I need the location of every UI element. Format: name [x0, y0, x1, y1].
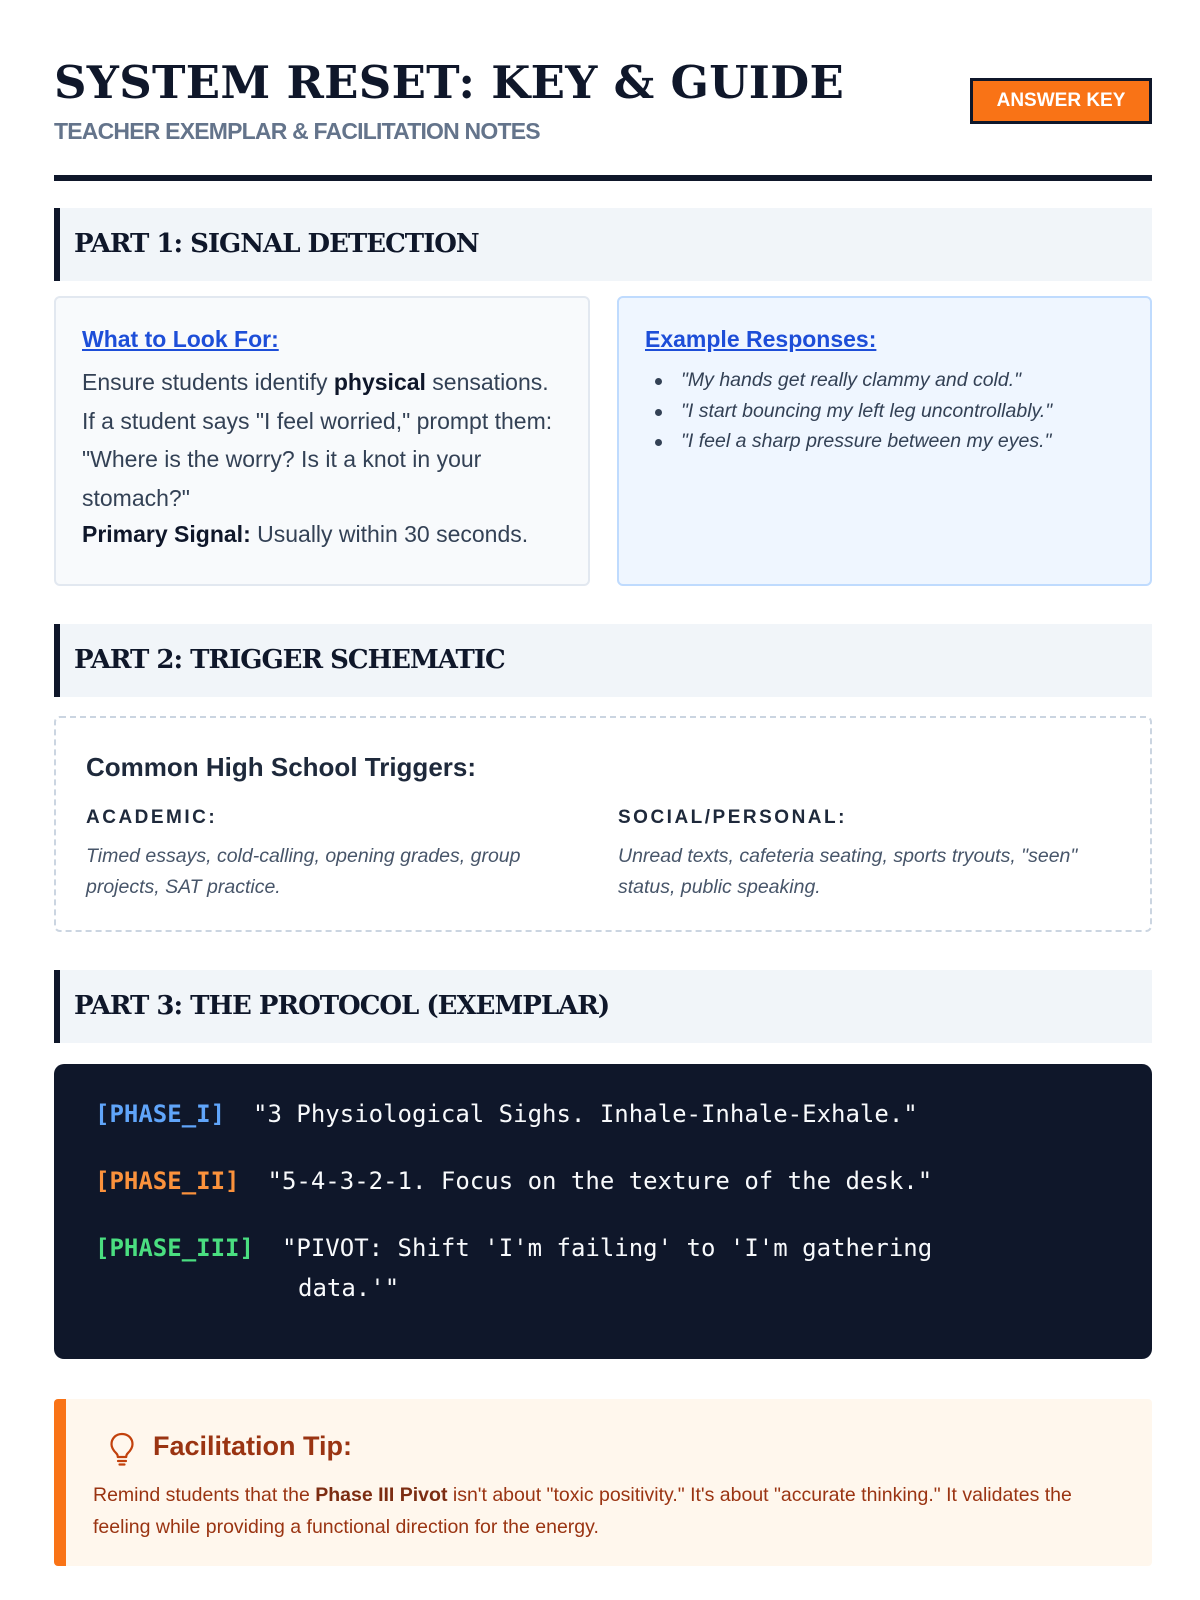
header-divider [54, 175, 1152, 181]
triggers-heading: Common High School Triggers: [86, 752, 477, 782]
look-for-heading: What to Look For: [82, 326, 279, 352]
page-subtitle: TEACHER EXEMPLAR & FACILITATION NOTES [54, 118, 540, 144]
phase-2-line [95, 1167, 932, 1195]
part3-heading [54, 970, 1152, 1043]
list-item: "My hands get really clammy and cold." [645, 365, 1124, 396]
look-for-text-bold: physical [333, 369, 426, 395]
primary-signal-value: Usually within 30 seconds. [250, 521, 529, 547]
phase-3-text-continued: data.'" [298, 1274, 400, 1302]
social-label: SOCIAL/PERSONAL: [618, 807, 847, 828]
academic-text: Timed essays, cold-calling, opening grades, group projects, SAT practice. [86, 845, 521, 898]
look-for-text-1: Ensure students identify [82, 369, 334, 395]
facilitation-tip [54, 1399, 1152, 1566]
tip-text-bold: Phase III Pivot [315, 1484, 448, 1506]
list-item: "I start bouncing my left leg uncontrollably." [645, 396, 1124, 427]
phase-1-text: "3 Physiological Sighs. Inhale-Inhale-Exhale." [253, 1100, 918, 1128]
academic-label: ACADEMIC: [86, 807, 218, 828]
phase-3-text: "PIVOT: Shift 'I'm failing' to 'I'm gathering [281, 1234, 933, 1262]
tip-text-1: Remind students that the [93, 1484, 316, 1506]
tip-heading: Facilitation Tip: [153, 1431, 353, 1461]
look-for-card [54, 296, 590, 586]
primary-signal [82, 521, 562, 548]
page-title: SYSTEM RESET: KEY & GUIDE [54, 56, 845, 109]
part1-heading-text: PART 1: SIGNAL DETECTION [74, 229, 479, 259]
answer-key-badge: ANSWER KEY [970, 78, 1152, 124]
phase-2-text: "5-4-3-2-1. Focus on the texture of the desk." [267, 1167, 933, 1195]
part1-heading [54, 208, 1152, 281]
triggers-box [54, 716, 1152, 932]
lightbulb-icon [108, 1431, 136, 1467]
example-responses-card [617, 296, 1152, 586]
look-for-text-2: sensations. If a student says "I feel worried," prompt them: "Where is the worry? Is it a knot in your stomach?" [82, 369, 553, 511]
part2-heading-text: PART 2: TRIGGER SCHEMATIC [74, 645, 505, 675]
tip-text-2: isn't about "toxic positivity." It's about "accurate thinking." It validates the feeling while providing a functional direction for the energy. [93, 1484, 1072, 1538]
protocol-code-block [54, 1064, 1152, 1359]
worksheet-page [54, 0, 1152, 1538]
phase-2-tag: [PHASE_II] [95, 1167, 240, 1195]
part3-heading-text: PART 3: THE PROTOCOL (EXEMPLAR) [74, 991, 610, 1021]
look-for-text [82, 363, 562, 517]
example-responses-heading: Example Responses: [645, 326, 877, 352]
list-item: "I feel a sharp pressure between my eyes." [645, 426, 1124, 457]
part2-heading [54, 624, 1152, 697]
phase-3-line [95, 1234, 932, 1262]
phase-3-tag: [PHASE_III] [95, 1234, 254, 1262]
phase-1-tag: [PHASE_I] [95, 1100, 226, 1128]
tip-text [93, 1480, 1133, 1543]
primary-signal-label: Primary Signal: [82, 521, 251, 547]
social-text: Unread texts, cafeteria seating, sports tryouts, "seen" status, public speaking. [618, 845, 1078, 898]
phase-1-line [95, 1100, 918, 1128]
page-header [54, 0, 1152, 180]
example-responses-list [645, 365, 1124, 457]
